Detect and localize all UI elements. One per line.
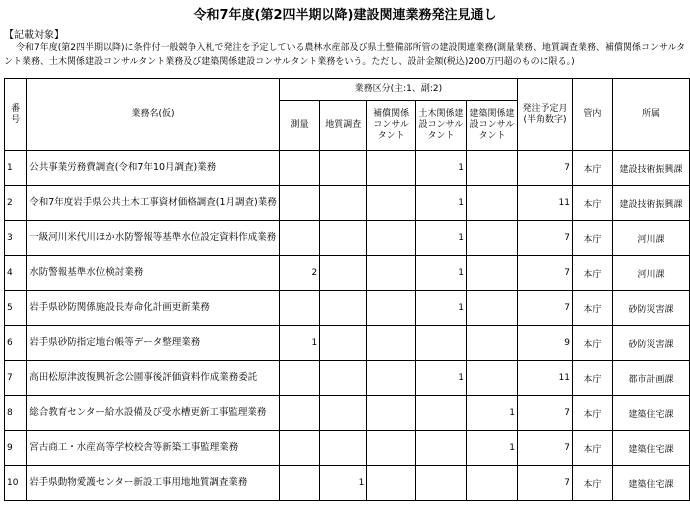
row-month: 7 [517,256,572,291]
row-dept: 建設技術振興課 [612,151,689,186]
row-comp [367,186,416,221]
row-arch [466,291,517,326]
row-name: 総合教育センター給水設備及び受水槽更新工事監理業務 [27,396,280,431]
row-month: 7 [517,151,572,186]
row-survey [279,396,320,431]
row-comp [367,291,416,326]
row-survey [279,466,320,501]
table-row [5,431,690,466]
row-civil [415,326,466,361]
header-arch-label: 建築関係建設コンサルタント [469,109,515,141]
row-geo [320,431,367,466]
row-dept: 建築住宅課 [612,396,689,431]
row-number: 4 [5,256,27,291]
row-comp [367,256,416,291]
row-civil [415,431,466,466]
row-office: 本庁 [572,466,612,501]
header-survey: 測量 [279,101,320,151]
row-dept: 砂防災害課 [612,291,689,326]
row-geo [320,256,367,291]
row-civil [415,466,466,501]
row-dept: 建築住宅課 [612,431,689,466]
row-name: 一級河川米代川ほか水防警報等基準水位設定資料作成業務 [27,221,280,256]
row-dept: 建設技術振興課 [612,186,689,221]
row-survey: 2 [279,256,320,291]
row-arch [466,466,517,501]
table-row [5,186,690,221]
row-office: 本庁 [572,431,612,466]
row-arch [466,151,517,186]
row-civil: 1 [415,186,466,221]
row-geo [320,151,367,186]
row-name: 岩手県動物愛護センター新設工事用地地質調査業務 [27,466,280,501]
row-number: 8 [5,396,27,431]
row-name: 岩手県砂防関係施設長寿命化計画更新業務 [27,291,280,326]
row-month: 7 [517,466,572,501]
row-number: 7 [5,361,27,396]
row-comp [367,326,416,361]
row-geo [320,186,367,221]
header-month [517,79,572,151]
table-row [5,466,690,501]
table-row [5,291,690,326]
row-comp [367,361,416,396]
header-month-label: 発注予定月(半角数字) [522,103,568,125]
row-civil: 1 [415,256,466,291]
table-row [5,221,690,256]
row-number: 10 [5,466,27,501]
row-civil: 1 [415,221,466,256]
row-name: 令和7年度岩手県公共土木工事資材価格調査(1月調査)業務 [27,186,280,221]
row-month: 11 [517,361,572,396]
header-comp [367,101,416,151]
row-comp [367,151,416,186]
table-row [5,326,690,361]
header-dept: 所属 [612,79,689,151]
row-arch [466,256,517,291]
row-comp [367,431,416,466]
row-name: 公共事業労務費調査(令和7年10月調査)業務 [27,151,280,186]
header-name: 業務名(仮) [27,79,280,151]
row-dept: 建築住宅課 [612,466,689,501]
row-dept: 河川課 [612,221,689,256]
row-name: 水防警報基準水位検討業務 [27,256,280,291]
row-survey [279,291,320,326]
document-title: 令和7年度(第2四半期以降)建設関連業務発注見通し [193,8,497,23]
description-text: 令和7年度(第2四半期以降)に条件付一般競争入札で発注を予定している農林水産部及び県土整備部所管の建設関連業務(測量業務、地質調査業務、補償関係コンサルタント業務、土木関係建設コンサルタント業務及び建築関係建設コンサルタント業務をいう。ただし、設計金額(税込)200万円超のものに限る。) [4,43,686,67]
row-office: 本庁 [572,256,612,291]
row-survey [279,186,320,221]
row-number: 1 [5,151,27,186]
header-office: 管内 [572,79,612,151]
schedule-table [4,78,690,501]
table-row [5,256,690,291]
table-row [5,396,690,431]
row-comp [367,396,416,431]
header-category-group: 業務区分(主:1、副:2) [279,79,517,101]
row-month: 7 [517,396,572,431]
row-number: 9 [5,431,27,466]
row-name: 岩手県砂防指定地台帳等データ整理業務 [27,326,280,361]
row-office: 本庁 [572,326,612,361]
row-geo: 1 [320,466,367,501]
row-office: 本庁 [572,396,612,431]
section-label: 【記載対象】 [4,30,64,41]
row-arch: 1 [466,431,517,466]
row-office: 本庁 [572,151,612,186]
header-civil-label: 土木関係建設コンサルタント [418,109,464,141]
row-survey [279,431,320,466]
row-number: 5 [5,291,27,326]
row-month: 11 [517,186,572,221]
header-comp-label: 補償関係コンサルタント [373,109,410,141]
row-arch [466,186,517,221]
row-dept: 砂防災害課 [612,326,689,361]
row-office: 本庁 [572,291,612,326]
table-row [5,151,690,186]
header-geo: 地質調査 [320,101,367,151]
row-comp [367,221,416,256]
row-arch [466,361,517,396]
row-civil [415,396,466,431]
row-survey [279,151,320,186]
row-survey: 1 [279,326,320,361]
row-month: 7 [517,291,572,326]
row-arch: 1 [466,396,517,431]
header-civil [415,101,466,151]
header-number-label: 番号 [11,103,21,125]
row-civil: 1 [415,291,466,326]
row-dept: 都市計画課 [612,361,689,396]
header-number [5,79,27,151]
row-office: 本庁 [572,361,612,396]
row-name: 宮古商工・水産高等学校校舎等新築工事監理業務 [27,431,280,466]
row-arch [466,326,517,361]
row-number: 3 [5,221,27,256]
row-number: 2 [5,186,27,221]
table-row [5,361,690,396]
row-number: 6 [5,326,27,361]
row-geo [320,291,367,326]
row-survey [279,221,320,256]
row-arch [466,221,517,256]
row-civil: 1 [415,151,466,186]
row-geo [320,361,367,396]
row-geo [320,396,367,431]
row-office: 本庁 [572,221,612,256]
row-month: 7 [517,221,572,256]
header-arch [466,101,517,151]
row-office: 本庁 [572,186,612,221]
row-month: 9 [517,326,572,361]
row-month: 7 [517,431,572,466]
row-name: 高田松原津波復興祈念公園事後評価資料作成業務委託 [27,361,280,396]
row-geo [320,326,367,361]
row-geo [320,221,367,256]
row-comp [367,466,416,501]
row-dept: 河川課 [612,256,689,291]
row-survey [279,361,320,396]
row-civil: 1 [415,361,466,396]
